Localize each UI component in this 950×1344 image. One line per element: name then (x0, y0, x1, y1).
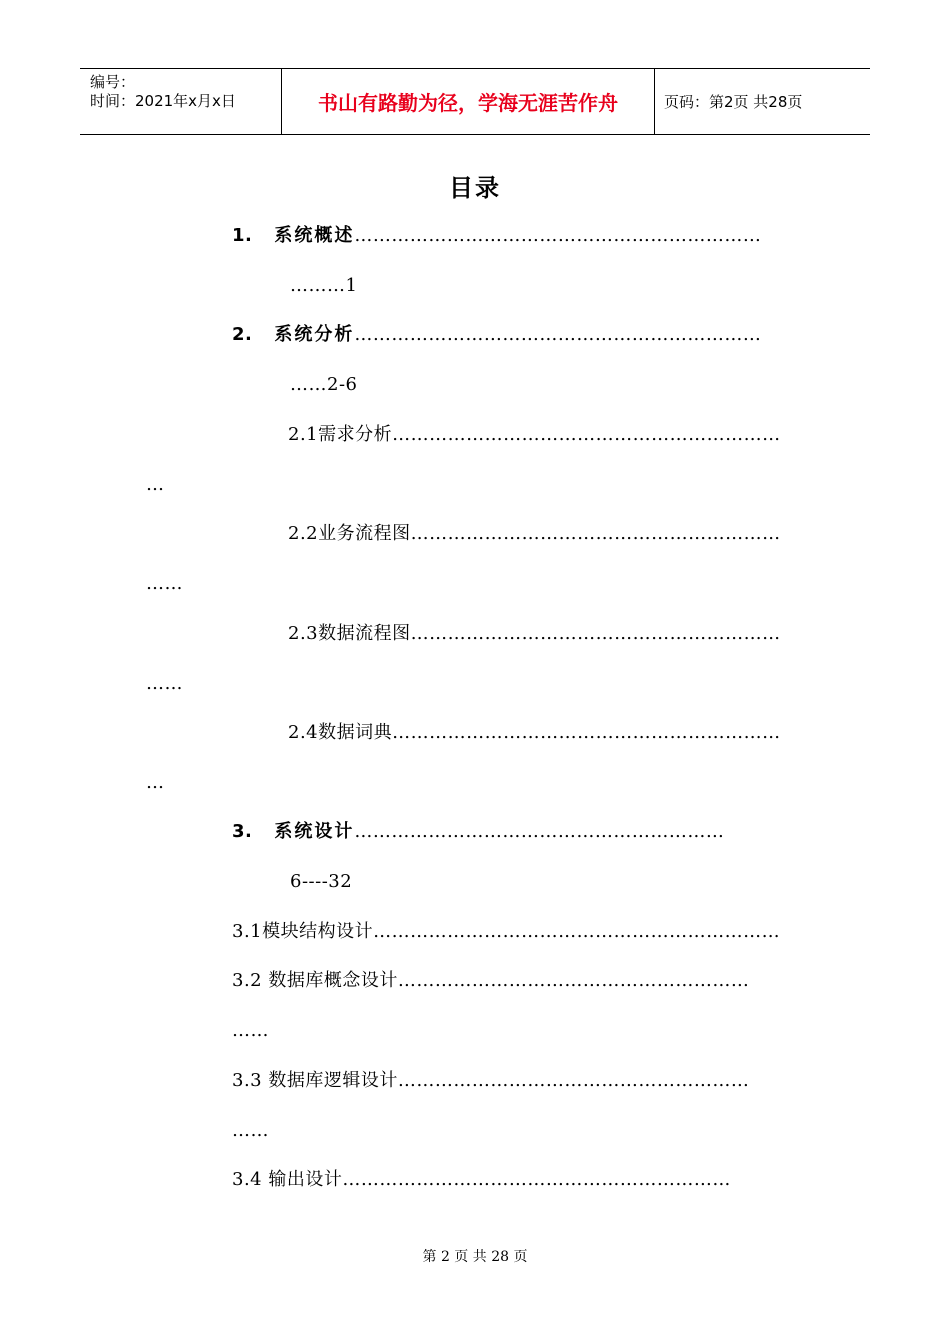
toc-entry-label: 2.3数据流程图 (288, 623, 411, 644)
toc-entry-label: 3.2 数据库概念设计 (232, 970, 398, 991)
toc-leader-dots: ……………………………………………………… (342, 1169, 731, 1190)
toc-leader-dots: ……………………………………………………… (392, 722, 781, 743)
toc-entry-number: 2. (232, 324, 253, 345)
toc-entry-number: 1. (232, 225, 253, 246)
toc-leader-dots: ………………………………………………… (397, 1070, 750, 1091)
toc-entry-label: 系统概述 (274, 225, 355, 246)
toc-entry-page: ……2-6 (290, 374, 358, 395)
toc-entry-page: 6----32 (290, 871, 353, 892)
toc-entry-3-1[interactable] (232, 920, 780, 944)
toc-entry-number: 3. (232, 821, 253, 842)
toc-leader-dots: …………………………………………………… (410, 523, 781, 544)
toc-leader-dots: ………………………………………………………… (373, 921, 781, 942)
header-divider (654, 69, 655, 134)
page-footer: 第 2 页 共 28 页 (422, 1249, 528, 1265)
toc-entry-continuation: …… (232, 1020, 269, 1041)
toc-leader-dots: …………………………………………………… (410, 623, 781, 644)
page-header (80, 68, 870, 135)
toc-entry-2-2[interactable] (288, 522, 781, 546)
header-page-info: 页码：第2页 共28页 (664, 93, 803, 111)
toc-leader-dots: ………………………………………………………… (354, 225, 762, 246)
toc-entry-2-1[interactable] (288, 423, 781, 447)
toc-entry-label: 系统分析 (274, 324, 355, 345)
toc-entry-label: 2.4数据词典 (288, 722, 393, 743)
toc-entry-label: 3.3 数据库逻辑设计 (232, 1070, 398, 1091)
toc-entry-3-3[interactable] (232, 1069, 749, 1093)
toc-entry-label: 3.1模块结构设计 (232, 921, 374, 942)
toc-entry-2-3[interactable] (288, 622, 781, 646)
number-label: 编号： (90, 73, 136, 91)
toc-entry-page: ………1 (290, 275, 358, 296)
toc-entry-continuation: …… (146, 673, 183, 694)
toc-entry-continuation: … (146, 772, 165, 793)
toc-entry-continuation: …… (146, 573, 183, 594)
toc-entry-continuation: …… (232, 1120, 269, 1141)
header-meta-cell (80, 69, 281, 134)
toc-entry-label: 系统设计 (274, 821, 355, 842)
toc-entry-1[interactable] (232, 224, 761, 248)
date-label: 时间：2021年x月x日 (90, 92, 236, 110)
toc-leader-dots: …………………………………………………… (354, 821, 725, 842)
toc-entry-2[interactable] (232, 323, 761, 347)
toc-entry-label: 2.2业务流程图 (288, 523, 411, 544)
toc-leader-dots: ……………………………………………………… (392, 424, 781, 445)
toc-entry-3[interactable] (232, 820, 724, 844)
header-motto: 书山有路勤为径，学海无涯苦作舟 (318, 91, 618, 115)
toc-leader-dots: ………………………………………………………… (354, 324, 762, 345)
toc-entry-continuation: … (146, 474, 165, 495)
toc-entry-label: 2.1需求分析 (288, 424, 393, 445)
toc-entry-3-2[interactable] (232, 969, 749, 993)
toc-entry-label: 3.4 输出设计 (232, 1169, 343, 1190)
toc-entry-3-4[interactable] (232, 1168, 731, 1192)
toc-leader-dots: ………………………………………………… (397, 970, 750, 991)
toc-title: 目录 (449, 174, 501, 202)
toc-entry-2-4[interactable] (288, 721, 781, 745)
